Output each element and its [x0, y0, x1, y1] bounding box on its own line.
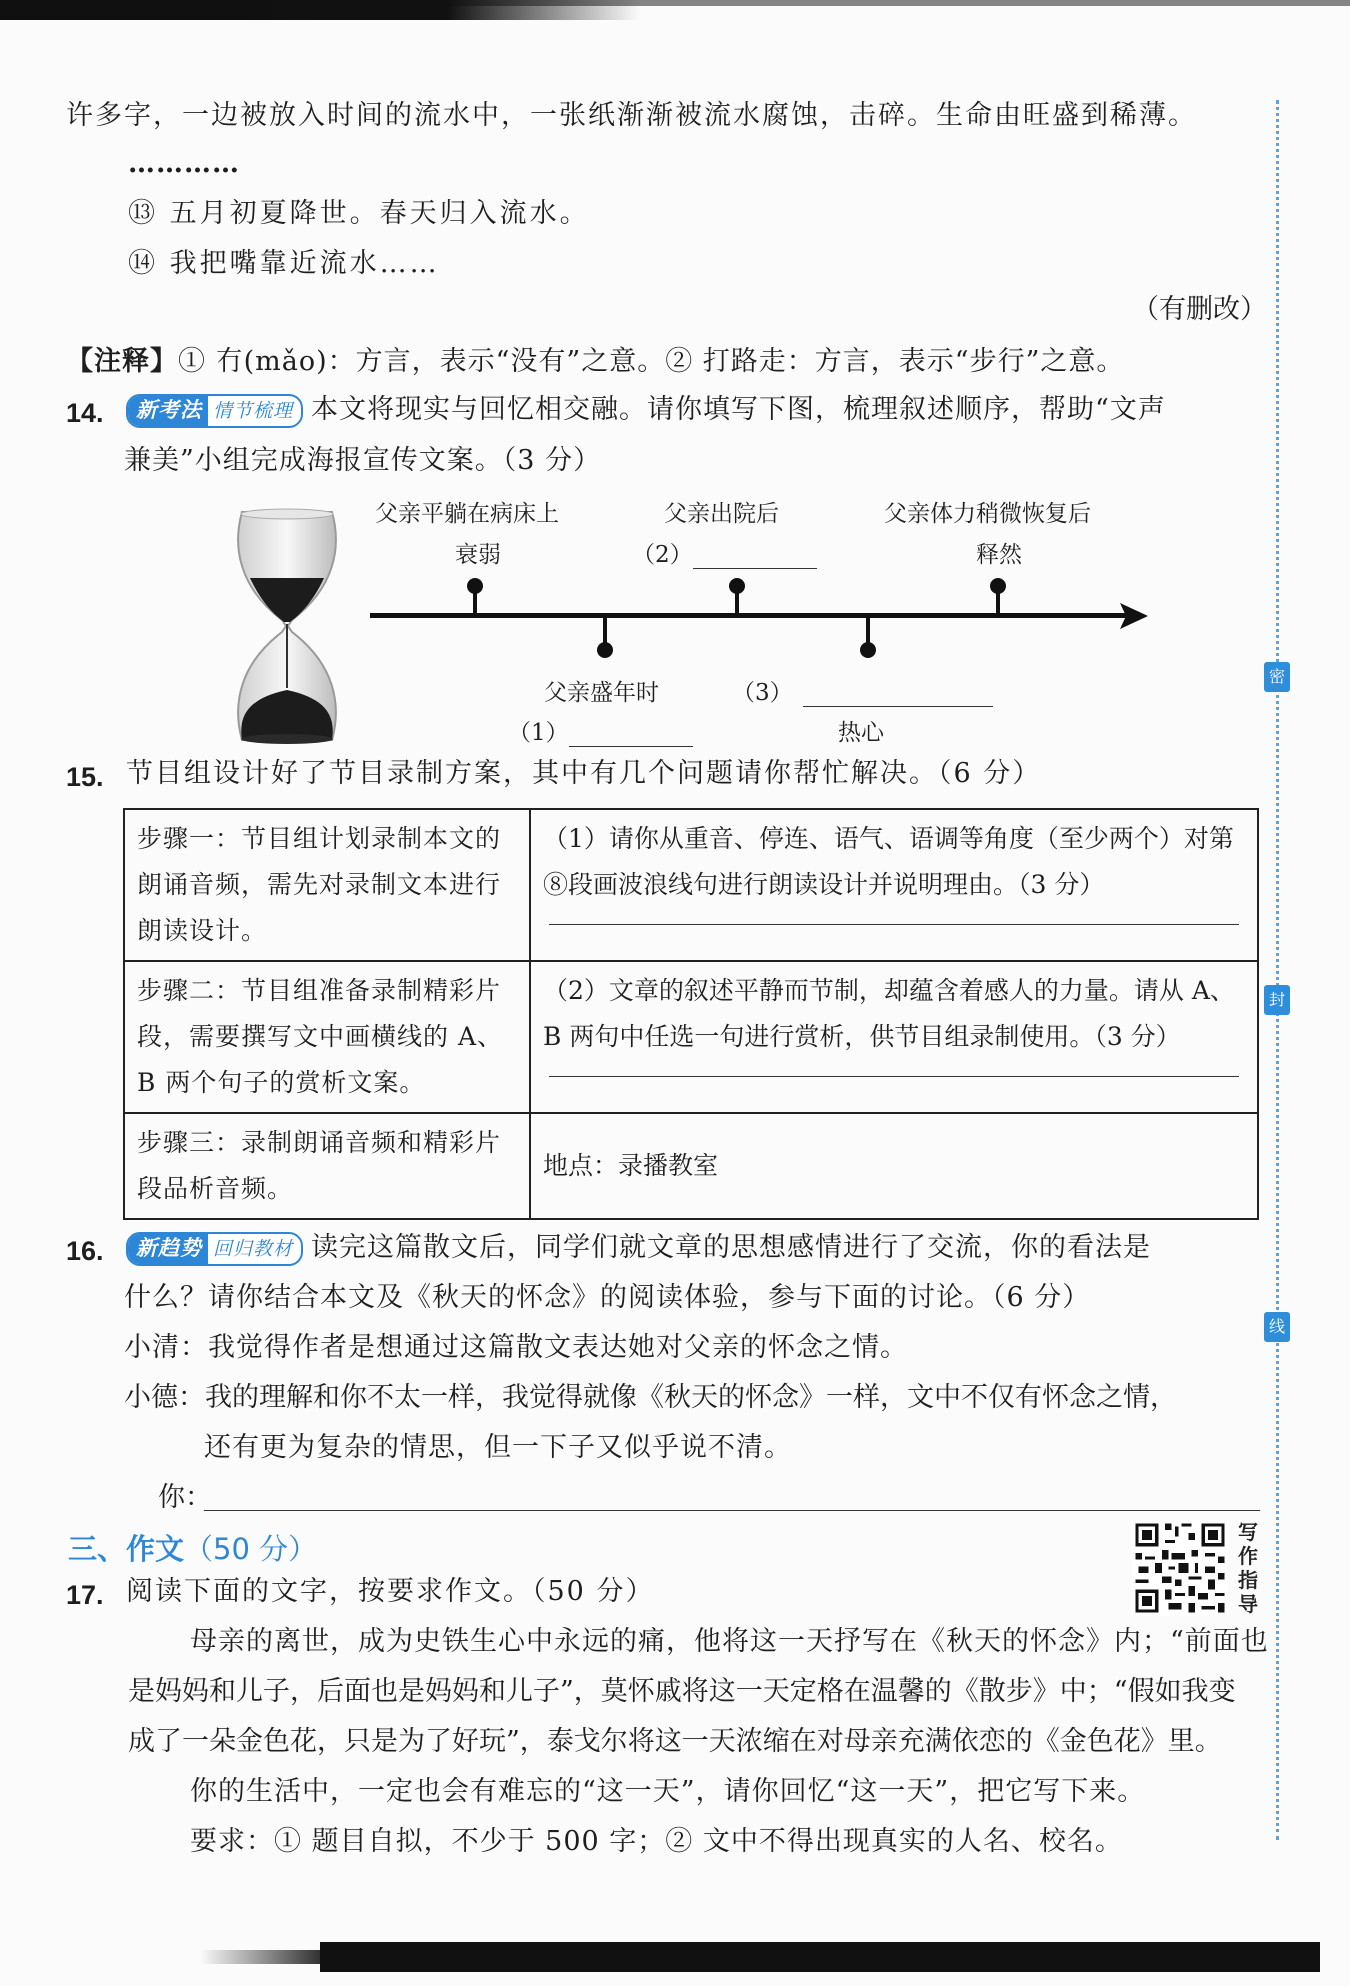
question-14-prompt-cont: 兼美”小组完成海报宣传文案。（3 分） — [124, 445, 602, 476]
question-16-number: 16. — [66, 1236, 104, 1266]
step-cell: 步骤二：节目组准备录制精彩片段，需要撰写文中画横线的 A、B 两个句子的赏析文案。 — [124, 961, 530, 1113]
table-row — [124, 961, 1258, 1113]
timeline-value: 热心 — [838, 720, 884, 746]
answer-line[interactable] — [204, 1510, 1260, 1511]
timeline-event: 父亲平躺在病床上 — [375, 501, 559, 527]
essay-instruction: 你的生活中，一定也会有难忘的“这一天”，请你回忆“这一天”，把它写下来。 — [190, 1776, 1146, 1807]
task-text: （1）请你从重音、停连、语气、语调等角度（至少两个）对第⑧段画波浪线句进行朗读设计并说明理由。（3 分） — [543, 824, 1234, 899]
question-14-number: 14. — [66, 398, 104, 428]
scan-edge-bottom — [320, 1942, 1320, 1972]
qr-caption-char: 指 — [1238, 1568, 1258, 1592]
dialogue-xiaode: 小德：我的理解和你不太一样，我觉得就像《秋天的怀念》一样，文中不仅有怀念之情， — [124, 1382, 1177, 1413]
dialogue-xiaode-cont: 还有更为复杂的情思，但一下子又似乎说不清。 — [204, 1432, 792, 1463]
timeline-value: 释然 — [976, 542, 1022, 568]
timeline-arrow-icon — [1120, 601, 1150, 631]
scan-edge-bottom-fade — [200, 1950, 340, 1964]
annotation-label: 【注释】 — [66, 346, 178, 377]
dialogue-xiaoqing: 小清：我觉得作者是想通过这篇散文表达她对父亲的怀念之情。 — [124, 1332, 908, 1363]
recording-plan-table — [123, 808, 1259, 1220]
qr-caption-char: 作 — [1238, 1544, 1258, 1568]
timeline-node — [597, 642, 613, 658]
timeline-node — [729, 578, 745, 594]
question-16-prompt: 读完这篇散文后，同学们就文章的思想感情进行了交流，你的看法是 — [311, 1232, 1152, 1263]
timeline-event: 父亲体力稍微恢复后 — [884, 501, 1091, 527]
section-title-composition — [68, 1527, 317, 1568]
question-15-prompt: 节目组设计好了节目录制方案，其中有几个问题请你帮忙解决。（6 分） — [126, 758, 1042, 789]
table-row — [124, 1113, 1258, 1219]
binding-mark-xian: 线 — [1264, 1312, 1290, 1342]
annotation-text: ① 冇(mǎo)：方言，表示“没有”之意。② 打路走：方言，表示“步行”之意。 — [178, 346, 1125, 377]
answer-line[interactable] — [549, 1064, 1239, 1077]
timeline-blank-3 — [732, 674, 993, 707]
essay-requirements: 要求：① 题目自拟，不少于 500 字；② 文中不得出现真实的人名、校名。 — [190, 1826, 1123, 1857]
timeline-blank-2 — [632, 536, 817, 569]
task-cell: 地点：录播教室 — [530, 1113, 1258, 1219]
task-cell — [530, 961, 1258, 1113]
scan-edge-top-dark — [0, 0, 640, 20]
qr-caption-char: 写 — [1238, 1520, 1258, 1544]
timeline-node — [467, 578, 483, 594]
question-15-number: 15. — [66, 762, 104, 792]
essay-material-line: 母亲的离世，成为史铁生心中永远的痛，他将这一天抒写在《秋天的怀念》内；“前面也 — [190, 1626, 1269, 1657]
passage-ellipsis: ………… — [128, 148, 240, 179]
essay-material-line: 成了一朵金色花，只是为了好玩”，泰戈尔将这一天浓缩在对母亲充满依恋的《金色花》里。 — [128, 1726, 1222, 1757]
dialogue-you-label: 你： — [158, 1482, 212, 1513]
section-score: （50 分） — [184, 1532, 318, 1566]
blank-number: （1） — [508, 720, 569, 746]
timeline-value: 衰弱 — [455, 542, 501, 568]
essay-material-line: 是妈妈和儿子，后面也是妈妈和儿子”，莫怀戚将这一天定格在温馨的《散步》中；“假如我变 — [128, 1676, 1236, 1707]
hourglass-illustration — [232, 508, 342, 744]
question-17-number: 17. — [66, 1580, 104, 1610]
step-cell: 步骤一：节目组计划录制本文的朗诵音频，需先对录制文本进行朗读设计。 — [124, 809, 530, 961]
question-16-text — [126, 1230, 1151, 1266]
tag-primary: 新趋势 — [128, 1234, 208, 1264]
paragraph-13: ⑬ 五月初夏降世。春天归入流水。 — [128, 198, 590, 229]
binding-mark-mi: 密 — [1264, 662, 1290, 692]
annotation — [66, 344, 1124, 380]
question-tag — [126, 1232, 303, 1266]
task-text: （2）文章的叙述平静而节制，却蕴含着感人的力量。请从 A、B 两句中任选一句进行赏析，供节目组录制使用。（3 分） — [543, 976, 1235, 1051]
timeline-axis — [370, 613, 1128, 618]
timeline-node — [860, 642, 876, 658]
passage-line: 许多字，一边被放入时间的流水中，一张纸渐渐被流水腐蚀，击碎。生命由旺盛到稀薄。 — [66, 100, 1197, 131]
timeline-blank-1 — [508, 714, 693, 747]
step-cell: 步骤三：录制朗诵音频和精彩片段品析音频。 — [124, 1113, 530, 1219]
qr-code[interactable] — [1132, 1520, 1228, 1616]
tag-primary: 新考法 — [128, 396, 208, 426]
question-16-prompt-cont: 什么？请你结合本文及《秋天的怀念》的阅读体验，参与下面的讨论。（6 分） — [124, 1282, 1091, 1313]
task-cell — [530, 809, 1258, 961]
question-14-text — [126, 392, 1166, 428]
answer-blank[interactable] — [693, 544, 817, 569]
qr-caption-char: 导 — [1238, 1592, 1258, 1616]
answer-line[interactable] — [549, 912, 1239, 925]
tag-secondary: 回归教材 — [213, 1237, 294, 1260]
qr-caption — [1238, 1520, 1262, 1616]
answer-blank[interactable] — [803, 682, 993, 707]
question-17-prompt: 阅读下面的文字，按要求作文。（50 分） — [126, 1576, 655, 1607]
binding-dotted-line — [1276, 100, 1279, 1840]
timeline-node — [990, 578, 1006, 594]
binding-mark-feng: 封 — [1264, 985, 1290, 1015]
question-14-prompt: 本文将现实与回忆相交融。请你填写下图，梳理叙述顺序，帮助“文声 — [311, 394, 1166, 425]
blank-number: （2） — [632, 542, 693, 568]
question-tag — [126, 394, 303, 428]
paragraph-14: ⑭ 我把嘴靠近流水…… — [128, 248, 440, 279]
tag-secondary: 情节梳理 — [213, 399, 294, 422]
table-row — [124, 809, 1258, 961]
section-title-text: 三、作文 — [68, 1532, 185, 1566]
timeline-event: 父亲出院后 — [664, 501, 779, 527]
source-note: （有删改） — [1132, 294, 1267, 325]
timeline-event: 父亲盛年时 — [544, 680, 659, 706]
answer-blank[interactable] — [569, 722, 693, 747]
blank-number: （3） — [732, 680, 793, 706]
